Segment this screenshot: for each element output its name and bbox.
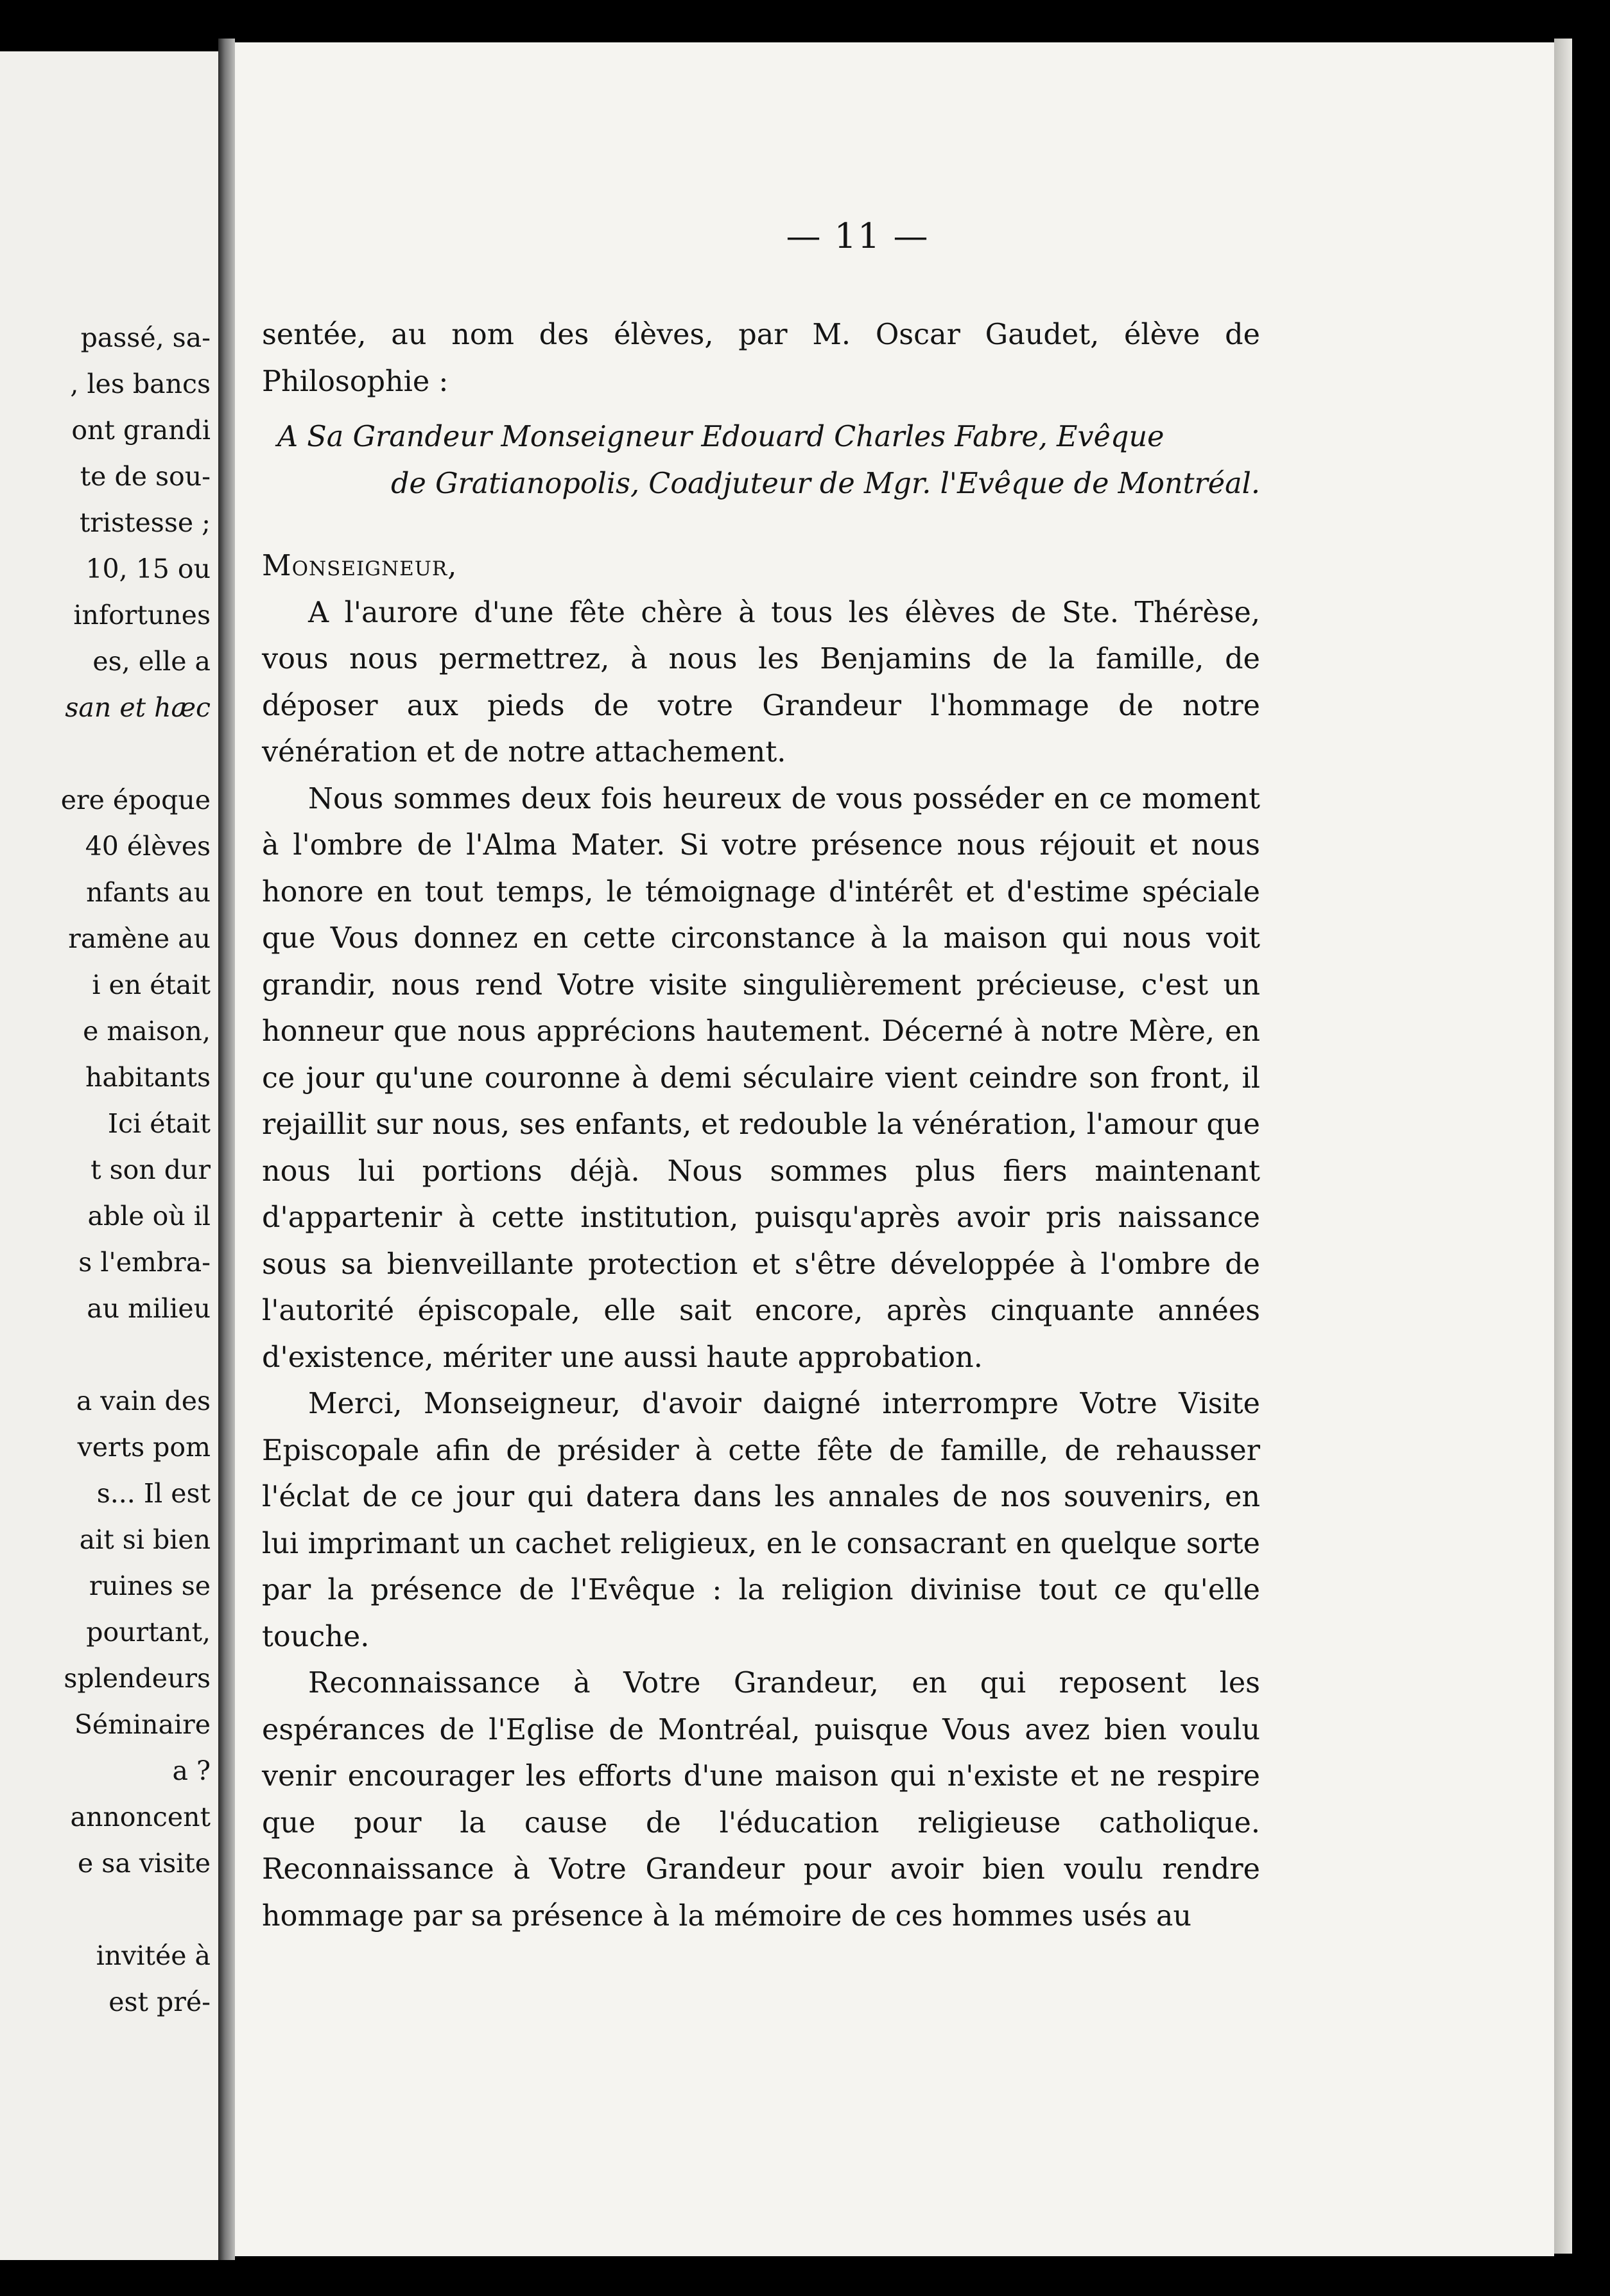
left-page-line: ere époque bbox=[60, 785, 211, 815]
salutation: Monseigneur, bbox=[262, 550, 458, 582]
paragraph: Merci, Monseigneur, d'avoir daigné interrompre Votre Visite Episcopale afin de présider à cette fête de famille, de rehausser l'éclat de ce jour qui datera dans les annales de nos souvenirs, en lui imprimant un cachet religieux, en le consacrant en quelque sorte par la présence de l'Evêque : la religion divinise tout ce qu'elle touche. bbox=[262, 1387, 1260, 1653]
left-page-line: a ? bbox=[172, 1755, 211, 1786]
left-page-line: passé, sa- bbox=[80, 322, 211, 353]
left-page-line: Ici était bbox=[107, 1108, 211, 1139]
page-number: — 11 — bbox=[786, 216, 930, 256]
left-page-line: annoncent bbox=[70, 1802, 211, 1832]
page-edge bbox=[1554, 39, 1572, 2254]
left-page-line: splendeurs bbox=[64, 1663, 211, 1694]
left-page-line: e sa visite bbox=[78, 1848, 211, 1879]
dedication-line: A Sa Grandeur Monseigneur Edouard Charles Fabre, Evêque bbox=[277, 421, 1164, 453]
left-page-line: Séminaire bbox=[74, 1709, 211, 1740]
intro-paragraph: sentée, au nom des élèves, par M. Oscar Gaudet, élève de Philosophie : bbox=[262, 318, 1260, 398]
dedication-line: de Gratianopolis, Coadjuteur de Mgr. l'Evêque de Montréal. bbox=[390, 467, 1260, 500]
left-page-line: e maison, bbox=[83, 1016, 211, 1047]
left-page-line: ruines se bbox=[89, 1570, 211, 1601]
book-gutter bbox=[218, 39, 235, 2266]
paragraph: Reconnaissance à Votre Grandeur, en qui reposent les espérances de l'Eglise de Montréal, puisque Vous avez bien voulu venir encourager les efforts d'une maison qui n'existe et ne respire que pour la cause de l'éducation religieuse catholique. Reconnaissance à Votre Grandeur pour avoir bien voulu rendre hommage par sa présence à la mémoire de ces hommes usés au bbox=[262, 1667, 1260, 1933]
left-page-line: ait si bien bbox=[79, 1524, 211, 1555]
left-page-line: pourtant, bbox=[86, 1617, 211, 1648]
left-page-line: au milieu bbox=[87, 1293, 211, 1324]
right-page bbox=[235, 42, 1554, 2256]
left-page-line: t son dur bbox=[91, 1154, 211, 1185]
left-page-line: a vain des bbox=[76, 1386, 211, 1416]
left-page-line: nfants au bbox=[86, 877, 211, 908]
left-page-line: , les bancs bbox=[70, 369, 211, 399]
left-page-line: es, elle a bbox=[92, 646, 211, 677]
scan-border bbox=[0, 2260, 1610, 2296]
left-page-line: verts pom bbox=[77, 1432, 211, 1463]
left-page-line: san et hæc bbox=[65, 692, 211, 723]
left-page-line: infortunes bbox=[73, 600, 211, 631]
left-page-line: te de sou- bbox=[80, 461, 211, 492]
paragraph: A l'aurore d'une fête chère à tous les élèves de Ste. Thérèse, vous nous permettrez, à nous les Benjamins de la famille, de déposer aux pieds de votre Grandeur l'hommage de notre vénération et de notre attachement. bbox=[262, 596, 1260, 769]
left-page-line: s l'embra- bbox=[78, 1247, 211, 1278]
left-page-line: ont grandi bbox=[71, 415, 211, 446]
left-page-line: able où il bbox=[87, 1201, 211, 1231]
left-page-line: s... Il est bbox=[96, 1478, 211, 1509]
left-page-line: tristesse ; bbox=[79, 507, 211, 538]
left-page-line: ramène au bbox=[68, 923, 211, 954]
left-page-line: est pré- bbox=[108, 1987, 211, 2017]
left-page-line: i en était bbox=[92, 970, 211, 1000]
left-page bbox=[0, 51, 218, 2260]
left-page-line: habitants bbox=[85, 1062, 211, 1093]
left-page-line: 10, 15 ou bbox=[85, 553, 211, 584]
paragraph: Nous sommes deux fois heureux de vous posséder en ce moment à l'ombre de l'Alma Mater. Si votre présence nous réjouit et nous honore en tout temps, le témoignage d'intérêt et d'estime spéciale que Vous donnez en cette circonstance à la maison qui nous voit grandir, nous rend Votre visite singulièrement précieuse, c'est un honneur que nous apprécions hautement. Décerné à notre Mère, en ce jour qu'une couronne à demi séculaire vient ceindre son front, il rejaillit sur nous, ses enfants, et redouble la vénération, l'amour que nous lui portions déjà. Nous sommes plus fiers maintenant d'appartenir à cette institution, puisqu'après avoir pris naissance sous sa bienveillante protection et s'être développée à l'ombre de l'autorité épiscopale, elle sait encore, après cinquante années d'existence, mériter une aussi haute approbation. bbox=[262, 782, 1260, 1374]
left-page-line: 40 élèves bbox=[85, 831, 211, 862]
dedication bbox=[262, 414, 1260, 507]
left-page-line: invitée à bbox=[96, 1940, 211, 1971]
body-text bbox=[262, 312, 1260, 1940]
